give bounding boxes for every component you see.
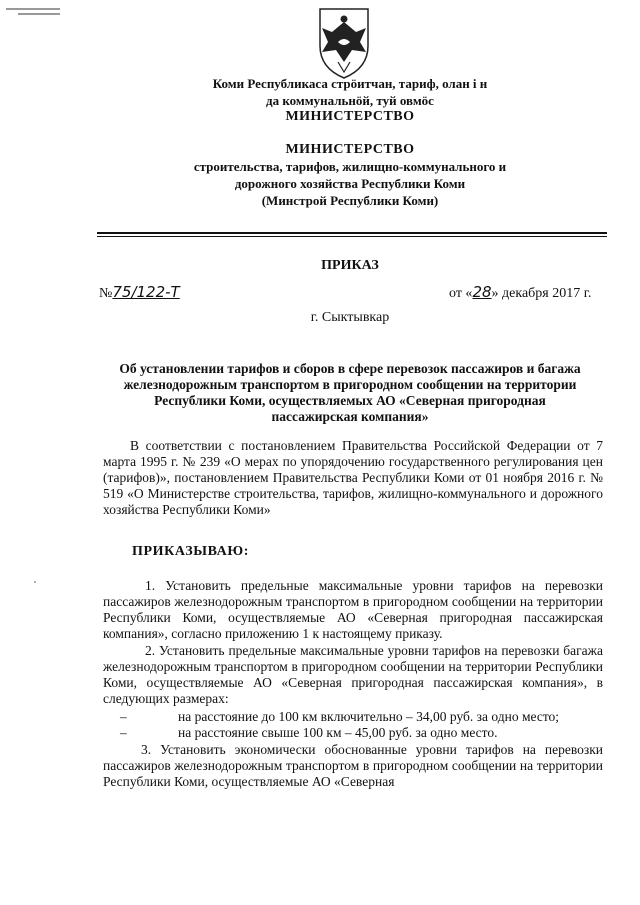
- header-divider-thick: [97, 232, 607, 234]
- order-item-3: 3. Установить экономически обоснованные уровни тарифов на перевозки пассажиров железнодорожным транспортом в пригородном сообщении на территории Республики Коми, осуществляемые АО «Северная: [103, 742, 603, 789]
- order-item-2: 2. Установить предельные максимальные уровни тарифов на перевозки багажа железнодорожным транспортом в пригородном сообщении на территории Республики Коми, осуществляемые АО «Северная пригородная пассажирская компания», в следующих размерах:: [103, 643, 603, 706]
- order-number-prefix: №: [99, 286, 113, 301]
- order-title: ПРИКАЗ: [321, 258, 379, 273]
- header-short-name: (Минстрой Республики Коми): [261, 193, 439, 208]
- bullet-2-text: на расстояние свыше 100 км – 45,00 руб. за одно место.: [178, 725, 498, 740]
- order-date-suffix: » декабря 2017 г.: [491, 286, 592, 301]
- order-date-day-handwritten: 28: [472, 283, 492, 301]
- preamble-paragraph: В соответствии с постановлением Правительства Российской Федерации от 7 марта 1995 г. № 239 «О мерах по упорядочению государственного регулирования цен (тарифов)», постановлением Правительства Республики Коми от 01 ноября 2016 г. № 519 «О Министерстве строительства, тарифов, жилищно-коммунального и дорожного хозяйства Республики Коми»: [103, 438, 603, 517]
- header-name-line-2: дорожного хозяйства Республики Коми: [234, 176, 466, 191]
- bullet-dash: –: [120, 709, 127, 724]
- scan-speck: [34, 581, 36, 583]
- order-item-1: 1. Установить предельные максимальные уровни тарифов на перевозки пассажиров железнодорожным транспортом в пригородном сообщении на территории Республики Коми, осуществляемые АО «Северная пригородная пассажирская компания», согласно приложению 1 к настоящему приказу.: [103, 578, 603, 641]
- bullet-1-text: на расстояние до 100 км включительно – 34,00 руб. за одно место;: [178, 709, 560, 724]
- bullet-dash: –: [120, 725, 127, 740]
- scan-corner-mark: [4, 6, 64, 18]
- order-date-prefix: от «: [449, 286, 473, 301]
- header-komi-line-1: Коми Республикаса стрӧитчан, тариф, олан і н: [212, 76, 488, 91]
- header-name-line-1: строительства, тарифов, жилищно-коммунального и: [193, 159, 507, 174]
- order-number-line: [99, 283, 180, 302]
- order-date-line: [449, 283, 591, 302]
- order-item-2-bullet-1: [120, 709, 559, 725]
- header-divider-thin: [97, 236, 607, 237]
- order-item-2-bullet-2: [120, 725, 498, 741]
- order-subject: Об установлении тарифов и сборов в сфере перевозок пассажиров и багажа железнодорожным транспортом в пригородном сообщении на территории Республики Коми, осуществляемых АО «Северная пригородная пассажирская компания»: [119, 361, 581, 424]
- header-komi-line-2: да коммунальнӧй, туй овмӧс: [266, 93, 434, 108]
- komi-coat-of-arms-icon: [316, 6, 372, 80]
- header-komi-ministry: МИНИСТЕРСТВО: [285, 109, 415, 124]
- order-city: г. Сыктывкар: [310, 310, 390, 325]
- order-number-handwritten: 75/122-Т: [112, 283, 180, 301]
- header-ministry: МИНИСТЕРСТВО: [285, 142, 415, 157]
- decree-heading: ПРИКАЗЫВАЮ:: [132, 544, 249, 559]
